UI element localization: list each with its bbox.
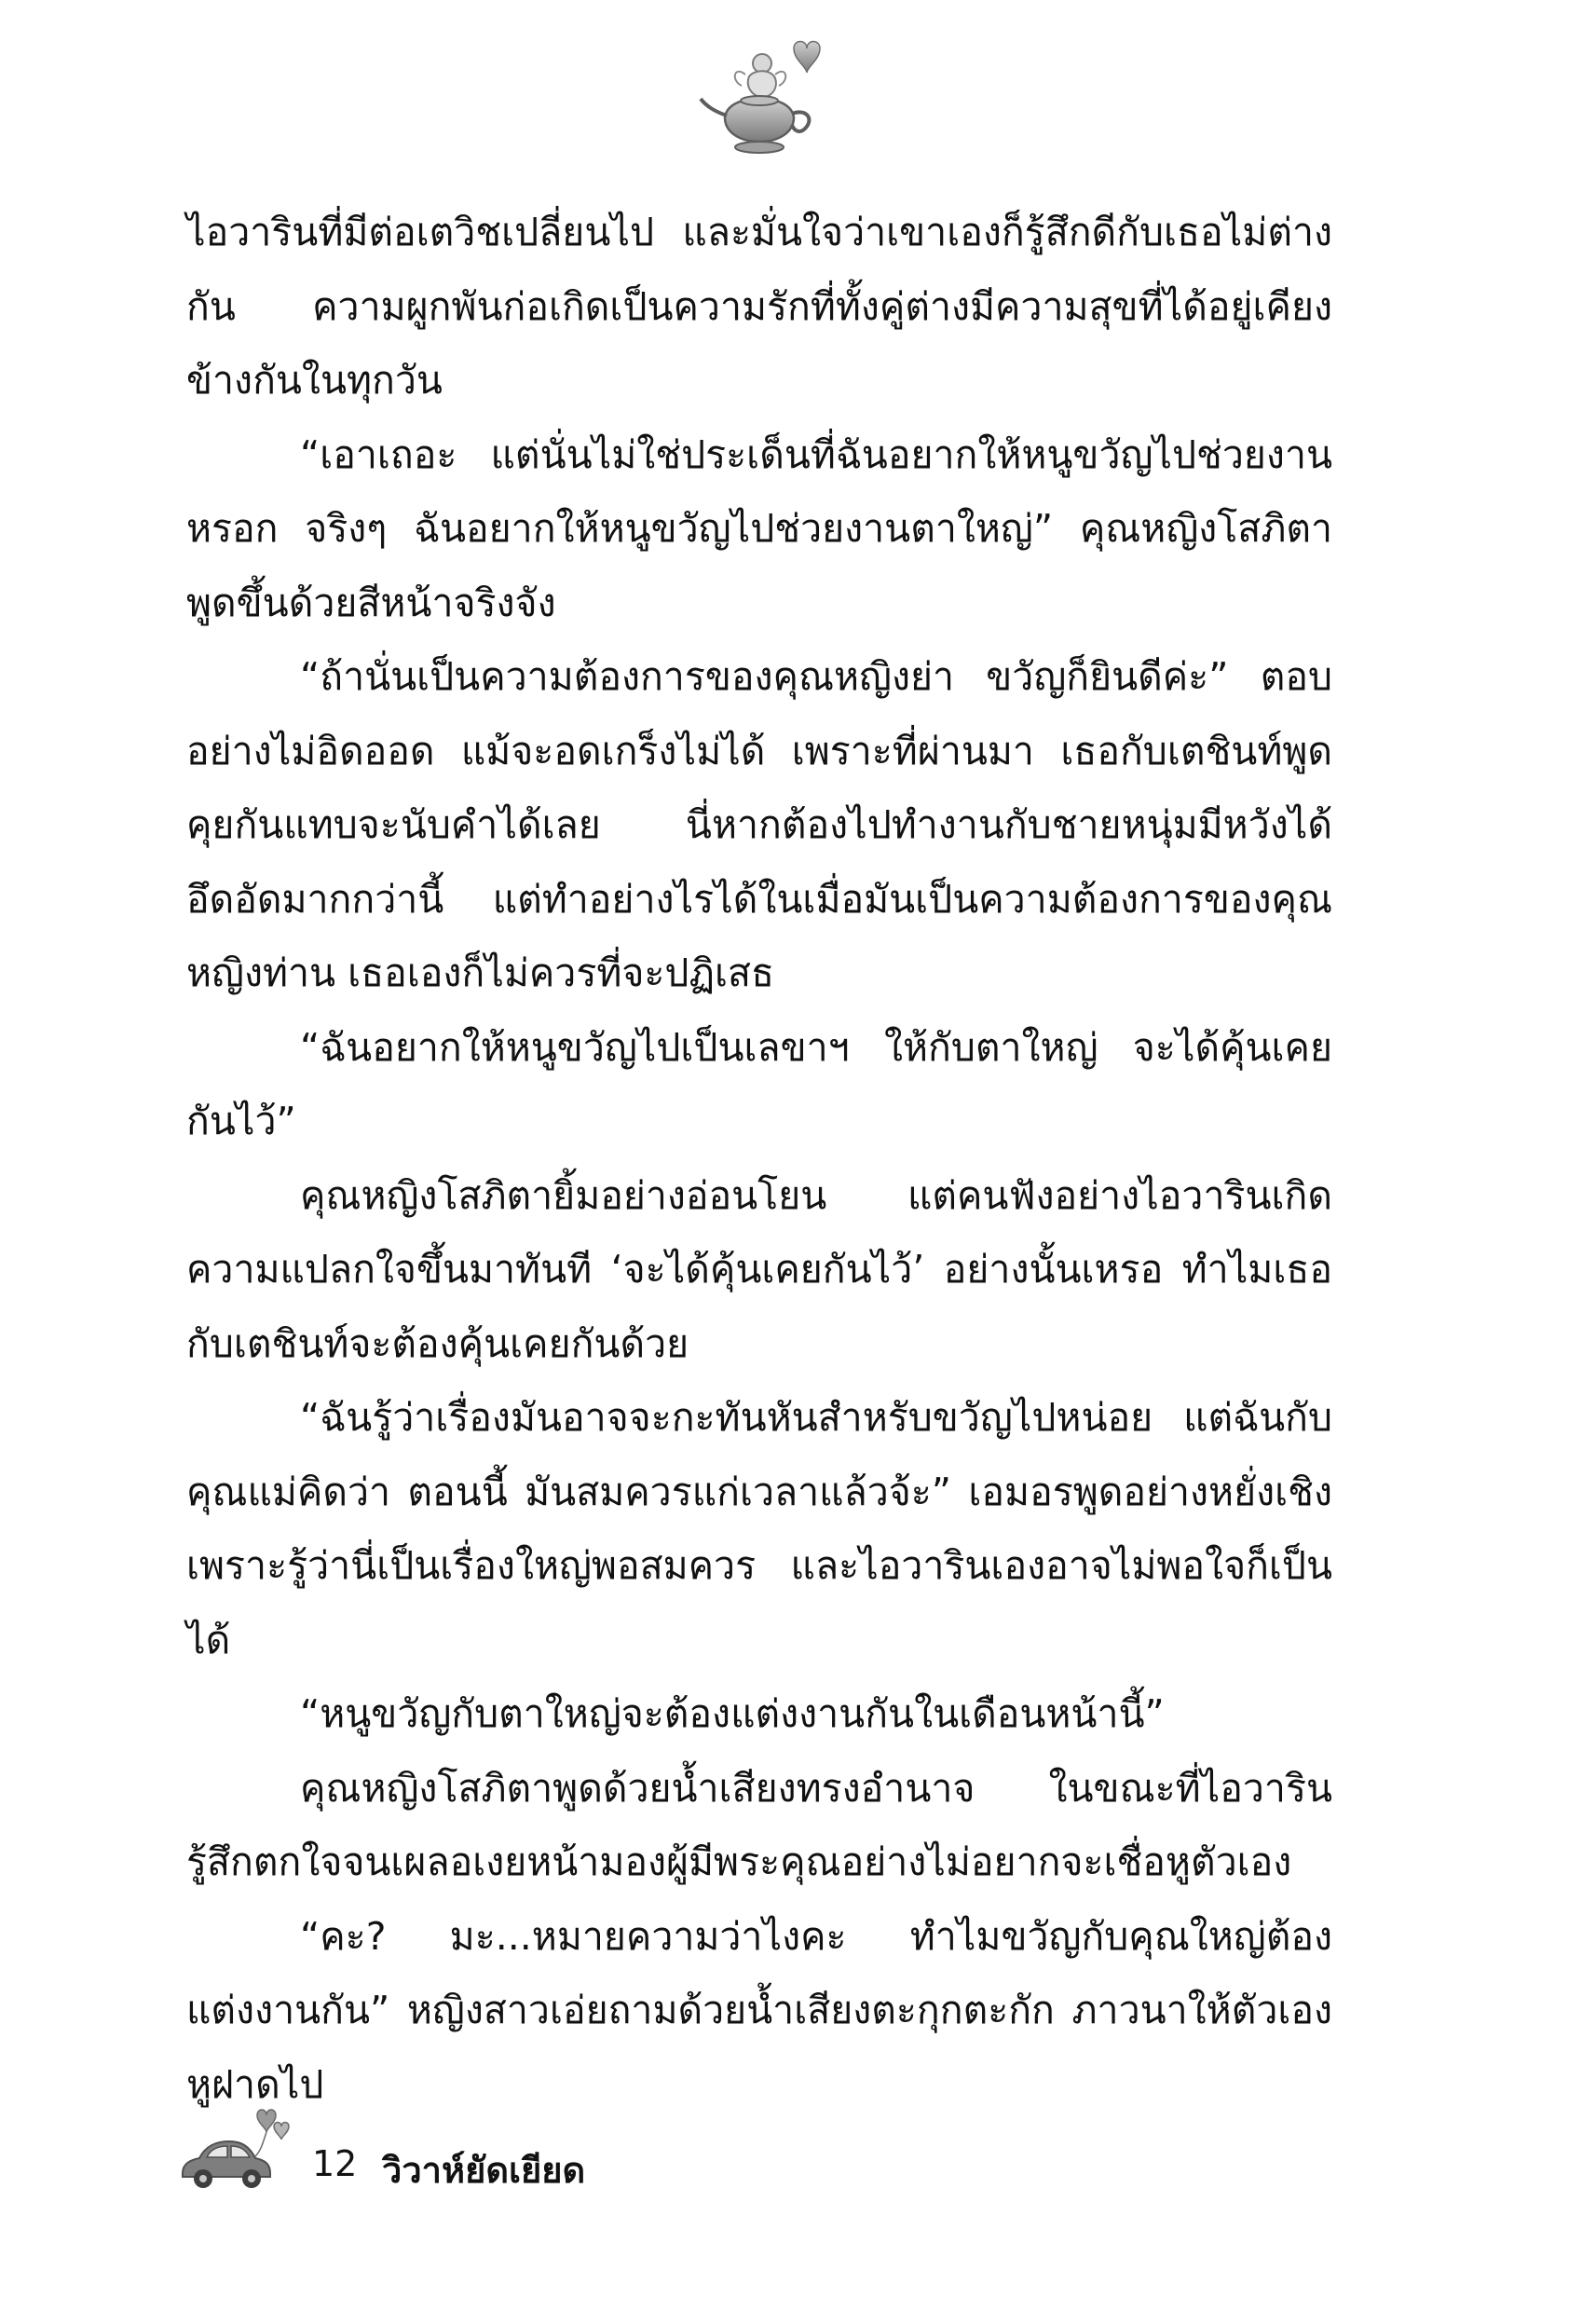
paragraph: คุณหญิงโสภิตายิ้มอย่างอ่อนโยน แต่คนฟังอย่างไอวารินเกิดความแปลกใจขึ้นมาทันที ‘จะได้คุ้นเคยกันไว้’ อย่างนั้นเหรอ ทำไมเธอกับเตชินท์จะต้องคุ้นเคยกันด้วย <box>186 1172 1332 1366</box>
paragraph: “เอาเถอะ แต่นั่นไม่ใช่ประเด็นที่ฉันอยากให้หนูขวัญไปช่วยงานหรอก จริงๆ ฉันอยากให้หนูขวัญไปช่วยงานตาใหญ่” คุณหญิงโสภิตาพูดขึ้นด้วยสีหน้าจริงจัง <box>186 431 1332 625</box>
paragraph: ไอวารินที่มีต่อเตวิชเปลี่ยนไป และมั่นใจว่าเขาเองก็รู้สึกดีกับเธอไม่ต่างกัน ความผูกพันก่อเกิดเป็นความรักที่ทั้งคู่ต่างมีความสุขที่ได้อยู่เคียงข้างกันในทุกวัน <box>186 210 1332 403</box>
body-text <box>186 196 1332 2122</box>
paragraph: “คะ? มะ...หมายความว่าไงคะ ทำไมขวัญกับคุณใหญ่ต้องแต่งงานกัน” หญิงสาวเอ่ยถามด้วยน้ำเสียงตะกุกตะกัก ภาวนาให้ตัวเองหูฝาดไป <box>186 1913 1332 2107</box>
paragraph: “ฉันรู้ว่าเรื่องมันอาจจะกะทันหันสำหรับขวัญไปหน่อย แต่ฉันกับคุณแม่คิดว่า ตอนนี้ มันสมควรแก่เวลาแล้วจ้ะ” เอมอรพูดอย่างหยั่งเชิง เพราะรู้ว่านี่เป็นเรื่องใหญ่พอสมควร และไอวารินเองอาจไม่พอใจก็เป็นได้ <box>186 1395 1332 1662</box>
paragraph: “ถ้านั่นเป็นความต้องการของคุณหญิงย่า ขวัญก็ยินดีค่ะ” ตอบอย่างไม่อิดออด แม้จะอดเกร็งไม่ได้ เพราะที่ผ่านมา เธอกับเตชินท์พูดคุยกันแทบจะนับคำได้เลย นี่หากต้องไปทำงานกับชายหนุ่มมีหวังได้อึดอัดมากกว่านี้ แต่ทำอย่างไรได้ในเมื่อมันเป็นความต้องการของคุณหญิงท่าน เธอเองก็ไม่ควรที่จะปฏิเสธ <box>186 654 1332 995</box>
paragraph: “ฉันอยากให้หนูขวัญไปเป็นเลขาฯ ให้กับตาใหญ่ จะได้คุ้นเคยกันไว้” <box>186 1024 1332 1143</box>
paragraph: “หนูขวัญกับตาใหญ่จะต้องแต่งงานกันในเดือนหน้านี้” <box>300 1691 1165 1736</box>
page-number: 12 <box>312 2143 358 2184</box>
cupid-teapot-ornament-icon <box>689 28 829 168</box>
book-title: วิวาห์ยัดเยียด <box>382 2150 586 2191</box>
paragraph: คุณหญิงโสภิตาพูดด้วยน้ำเสียงทรงอำนาจ ในขณะที่ไอวารินรู้สึกตกใจจนเผลอเงยหน้ามองผู้มีพระคุณอย่างไม่อยากจะเชื่อหูตัวเอง <box>186 1765 1332 1884</box>
page-footer <box>177 2095 1016 2197</box>
car-with-hearts-icon <box>177 2095 298 2197</box>
